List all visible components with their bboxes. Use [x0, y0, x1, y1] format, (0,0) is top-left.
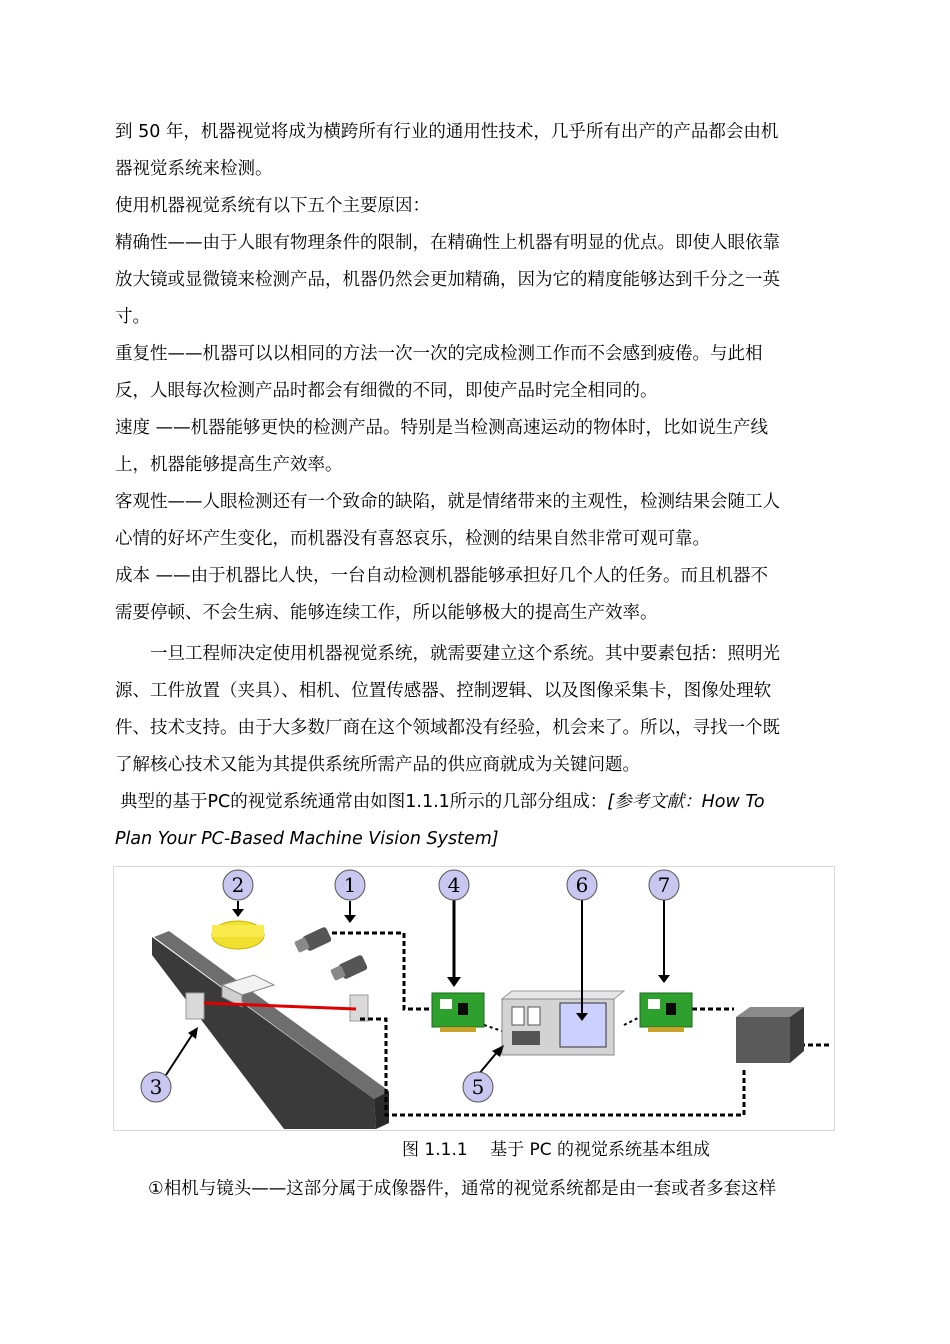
text-line: 源、工件放置（夹具）、相机、位置传感器、控制逻辑、以及图像采集卡，图像处理软	[115, 681, 772, 701]
camera-1	[294, 926, 332, 953]
position-sensor-left	[186, 993, 204, 1019]
text-line	[120, 790, 765, 814]
text-line: 成本 ——由于机器比人快，一台自动检测机器能够承担好几个人的任务。而且机器不	[115, 566, 769, 586]
text-line: 速度 ——机器能够更快的检测产品。特别是当检测高速运动的物体时，比如说生产线	[115, 418, 769, 438]
arrow-3	[166, 1035, 192, 1075]
text-line: 一旦工程师决定使用机器视觉系统，就需要建立这个系统。其中要素包括：照明光	[150, 644, 780, 664]
text-line: 反，人眼每次检测产品时都会有细微的不同，即使产品时完全相同的。	[115, 381, 658, 401]
text-line: 了解核心技术又能为其提供系统所需产品的供应商就成为关键问题。	[115, 755, 640, 775]
text-line: 件、技术支持。由于大多数厂商在这个领域都没有经验，机会来了。所以，寻找一个既	[115, 718, 780, 738]
callout-2: 2	[231, 873, 245, 897]
callout-1: 1	[343, 873, 357, 897]
text-line: 到 50 年，机器视觉将成为横跨所有行业的通用性技术，几乎所有出产的产品都会由机	[115, 122, 779, 142]
card-link	[624, 1017, 640, 1025]
text-line: 放大镜或显微镜来检测产品，机器仍然会更加精确，因为它的精度能够达到千分之一英	[115, 270, 780, 290]
text-span: 典型的基于PC的视觉系统通常由如图1.1.1所示的几部分组成：	[120, 792, 608, 812]
text-line: 客观性——人眼检测还有一个致命的缺陷，就是情绪带来的主观性，检测结果会随工人	[115, 492, 780, 512]
text-line: 上，机器能够提高生产效率。	[115, 455, 343, 475]
text-line: 需要停顿、不会生病、能够连续工作，所以能够极大的提高生产效率。	[115, 603, 658, 623]
text-line: ①相机与镜头——这部分属于成像器件，通常的视觉系统都是由一套或者多套这样	[148, 1179, 777, 1199]
actuator-box	[736, 1007, 804, 1063]
reference-span: [参考文献：How To	[607, 792, 765, 812]
callout-4: 4	[447, 873, 461, 897]
callout-5: 5	[471, 1075, 485, 1099]
text-line: 心情的好坏产生变化，而机器没有喜怒哀乐，检测的结果自然非常可观可靠。	[115, 529, 710, 549]
light-source-top	[212, 925, 264, 937]
callout-3: 3	[149, 1075, 163, 1099]
text-line: 器视觉系统来检测。	[115, 159, 273, 179]
callout-6: 6	[575, 873, 589, 897]
io-card	[640, 993, 692, 1032]
frame-grabber-card	[432, 993, 484, 1032]
camera-2	[330, 954, 368, 981]
pc-computer	[502, 991, 624, 1055]
text-line: 精确性——由于人眼有物理条件的限制，在精确性上机器有明显的优点。即使人眼依靠	[115, 233, 780, 253]
figure-caption: 图 1.1.1 基于 PC 的视觉系统基本组成	[402, 1140, 710, 1160]
callout-7: 7	[657, 873, 671, 897]
text-line: 重复性——机器可以以相同的方法一次一次的完成检测工作而不会感到疲倦。与此相	[115, 344, 763, 364]
text-line: 寸。	[115, 307, 150, 327]
figure-pc-vision-system	[113, 866, 835, 1131]
arrow-5	[478, 1051, 498, 1075]
reference-line: Plan Your PC-Based Machine Vision System]	[115, 829, 499, 849]
text-line: 使用机器视觉系统有以下五个主要原因：	[115, 196, 430, 216]
card-link	[484, 1025, 502, 1031]
